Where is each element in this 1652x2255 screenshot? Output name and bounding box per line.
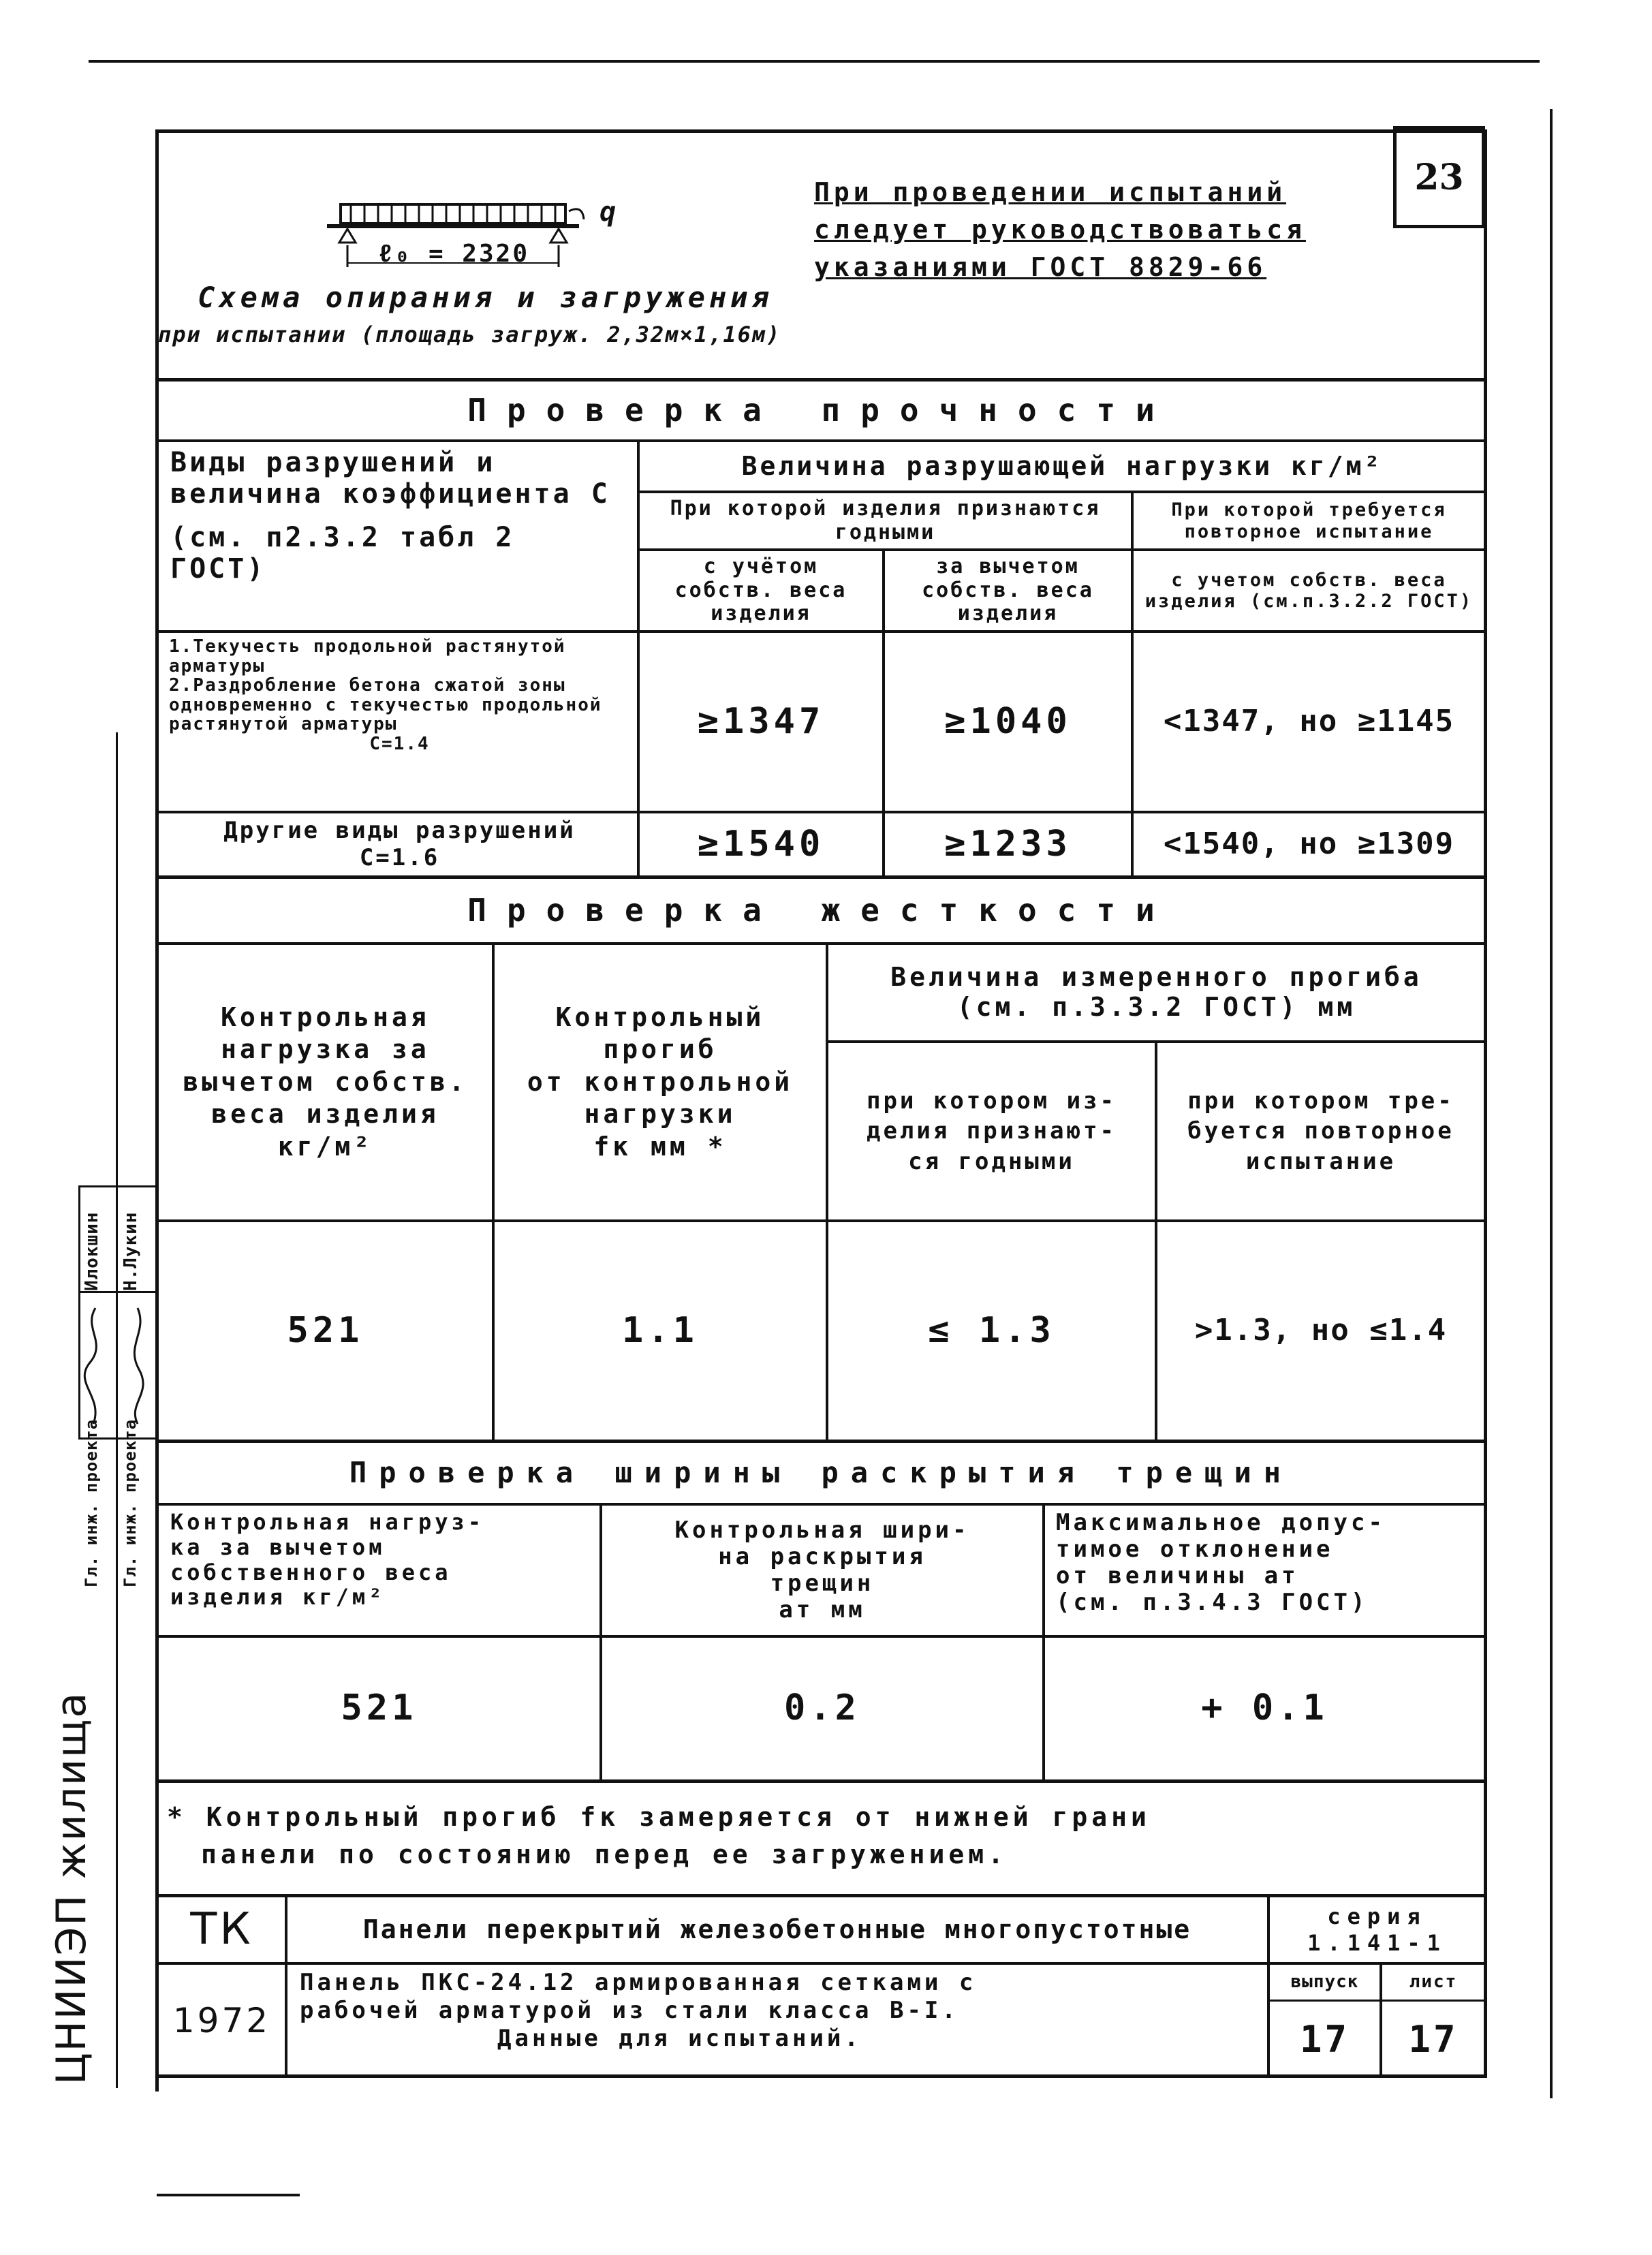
failure-header-line: Виды разрушений и bbox=[170, 447, 496, 478]
footnote-line: панели по состоянию перед ее загружением. bbox=[201, 1839, 1008, 1870]
description-line: Панель ПКС-24.12 армированная сетками с bbox=[300, 1969, 977, 1996]
crack-deviation-line: от величины aт bbox=[1056, 1562, 1299, 1590]
failure-header-line: величина коэффициента С bbox=[170, 478, 610, 510]
stiffness-accept-value: ≤ 1.3 bbox=[928, 1309, 1055, 1351]
title-block-description bbox=[293, 1965, 1267, 2078]
row-2-retest: <1540, но ≥1309 bbox=[1163, 826, 1455, 862]
failure-row-1-line: 1.Текучесть продольной растянутой арматуры bbox=[169, 636, 566, 676]
gost-note bbox=[814, 174, 1306, 286]
minus-weight-header: за вычетом собств. веса изделия bbox=[922, 555, 1094, 626]
diagram-caption-1: Схема опирания и загружения bbox=[198, 281, 773, 314]
failure-types-header bbox=[163, 443, 634, 628]
title-block-title: Панели перекрытий железобетонные многопустотные bbox=[362, 1914, 1192, 1944]
failure-row-2-line: Другие виды разрушений bbox=[223, 817, 576, 845]
title-block-code: ТК bbox=[190, 1903, 253, 1955]
row-1-minus-weight: ≥1040 bbox=[944, 700, 1072, 742]
gost-note-line-2: следует руководствоваться bbox=[814, 215, 1306, 245]
control-load-line: вычетом собств. bbox=[183, 1066, 468, 1097]
row-1-retest: <1347, но ≥1145 bbox=[1163, 704, 1455, 739]
crack-load-line: изделия кг/м² bbox=[170, 1584, 386, 1611]
retest-weight-header: с учетом собств. веса изделия (см.п.3.2.2 ГОСТ) bbox=[1144, 569, 1474, 612]
with-weight-header: с учётом собств. веса изделия bbox=[674, 555, 847, 626]
failure-header-line: (см. п2.3.2 табл 2 ГОСТ) bbox=[170, 522, 515, 585]
row-2-minus-weight: ≥1233 bbox=[944, 823, 1072, 865]
crack-title: Проверка ширины раскрытия трещин bbox=[349, 1455, 1294, 1489]
crack-load-line: ка за вычетом bbox=[170, 1534, 386, 1560]
sheet-label: лист bbox=[1409, 1971, 1458, 1992]
stiffness-retest-line: буется повторное bbox=[1187, 1117, 1454, 1145]
stiffness-retest-header bbox=[1157, 1043, 1484, 1219]
load-header: Величина разрушающей нагрузки кг/м² bbox=[741, 450, 1383, 481]
control-load-line: Контрольная bbox=[221, 1001, 430, 1032]
control-load-line: кг/м² bbox=[277, 1131, 373, 1162]
side-name-1: Илокшин bbox=[82, 1211, 102, 1291]
title-block-year: 1972 bbox=[172, 2001, 271, 2041]
sheet-value: 17 bbox=[1408, 2017, 1459, 2061]
series-label: серия bbox=[1327, 1903, 1427, 1930]
crack-deviation-header bbox=[1049, 1506, 1485, 1635]
series-block bbox=[1270, 1897, 1484, 1962]
description-line: Данные для испытаний. bbox=[497, 2024, 862, 2052]
stamp-border bbox=[78, 1185, 155, 1187]
frame-right-line bbox=[1550, 109, 1553, 2098]
issue-value: 17 bbox=[1299, 2017, 1350, 2061]
stiffness-accept-header bbox=[828, 1043, 1155, 1219]
control-load-header bbox=[159, 945, 492, 1219]
crack-width-line: aт мм bbox=[779, 1596, 866, 1624]
crack-deviation-line: тимое отклонение bbox=[1056, 1536, 1334, 1564]
control-load-line: веса изделия bbox=[211, 1099, 439, 1130]
issue-label: выпуск bbox=[1290, 1971, 1359, 1992]
control-deflection-line: прогиб bbox=[603, 1034, 717, 1065]
footnote-line: * Контрольный прогиб fк замеряется от нижней грани bbox=[167, 1802, 1151, 1832]
crack-load-line: Контрольная нагруз- bbox=[170, 1509, 485, 1535]
failure-row-1-line: С=1.4 bbox=[369, 733, 430, 754]
control-deflection-line: fк мм * bbox=[593, 1131, 727, 1162]
crack-width-value: 0.2 bbox=[784, 1688, 860, 1729]
failure-row-1-label bbox=[162, 633, 637, 811]
control-deflection-line: Контрольный bbox=[555, 1001, 765, 1032]
load-label: q bbox=[599, 196, 617, 228]
footnote bbox=[167, 1799, 1151, 1873]
crack-load-line: собственного веса bbox=[170, 1559, 452, 1585]
side-name-2: Н.Лукин bbox=[121, 1211, 141, 1291]
frame-top-line bbox=[89, 60, 1540, 63]
span-label: ℓ₀ = 2320 bbox=[378, 240, 529, 268]
bottom-line bbox=[157, 2194, 300, 2196]
crack-deviation-value: + 0.1 bbox=[1201, 1688, 1328, 1729]
stiffness-retest-line: испытание bbox=[1245, 1147, 1397, 1175]
gost-note-line-3: указаниями ГОСТ 8829-66 bbox=[814, 252, 1267, 283]
page-number: 23 bbox=[1393, 126, 1485, 228]
diagram-caption-2: при испытании (площадь загруж. 2,32м×1,16м) bbox=[158, 322, 781, 347]
stiffness-accept-line: при котором из- bbox=[866, 1087, 1117, 1115]
stiffness-title: Проверка жесткости bbox=[467, 892, 1175, 929]
control-deflection-line: от контрольной bbox=[527, 1066, 794, 1097]
hline bbox=[155, 1779, 1487, 1783]
row-1-with-weight: ≥1347 bbox=[697, 700, 825, 742]
retest-header: При которой требуется повторное испытание bbox=[1171, 499, 1447, 542]
gost-note-line-1: При проведении испытаний bbox=[814, 177, 1287, 207]
stiffness-accept-line: делия признают- bbox=[866, 1117, 1117, 1145]
measured-deflection-header bbox=[828, 945, 1484, 1040]
crack-width-line: трещин bbox=[770, 1570, 875, 1597]
stiffness-control-deflection: 1.1 bbox=[622, 1309, 698, 1351]
failure-row-2-line: С=1.6 bbox=[359, 843, 440, 871]
failure-row-1-line: 2.Раздробление бетона сжатой зоны одновременно с текучестью продольной растянутой арматуры bbox=[169, 675, 602, 735]
side-role-1: Гл. инж. проекта bbox=[82, 1418, 101, 1587]
stiffness-accept-line: ся годными bbox=[908, 1147, 1075, 1175]
description-line: рабочей арматурой из стали класса В-I. bbox=[300, 1996, 959, 2024]
signature-1 bbox=[76, 1301, 114, 1431]
measured-header-line: (см. п.3.3.2 ГОСТ) мм bbox=[956, 992, 1356, 1022]
stamp-border bbox=[78, 1291, 155, 1293]
crack-width-line: Контрольная шири- bbox=[674, 1516, 970, 1544]
stiffness-control-load: 521 bbox=[287, 1309, 364, 1351]
stiffness-retest-value: >1.3, но ≤1.4 bbox=[1194, 1313, 1448, 1348]
control-load-line: нагрузка за bbox=[221, 1034, 430, 1065]
series-value: 1.141-1 bbox=[1307, 1929, 1447, 1956]
stiffness-retest-line: при котором тре- bbox=[1187, 1087, 1454, 1115]
measured-header-line: Величина измеренного прогиба bbox=[890, 962, 1422, 993]
control-deflection-line: нагрузки bbox=[584, 1099, 736, 1130]
strength-title: Проверка прочности bbox=[467, 392, 1175, 429]
crack-width-header bbox=[602, 1506, 1042, 1635]
row-2-with-weight: ≥1540 bbox=[697, 823, 825, 865]
side-role-2: Гл. инж. проекта bbox=[121, 1418, 140, 1587]
side-org: ЦНИИЭП жилища bbox=[48, 1691, 95, 2085]
crack-control-load: 521 bbox=[341, 1688, 418, 1729]
control-deflection-header bbox=[495, 945, 826, 1219]
failure-row-2-label bbox=[162, 813, 637, 875]
crack-width-line: на раскрытия bbox=[718, 1542, 926, 1570]
accept-header: При которой изделия признаются годными bbox=[670, 497, 1101, 544]
crack-deviation-line: Максимальное допус- bbox=[1056, 1509, 1386, 1536]
signature-2 bbox=[117, 1301, 155, 1431]
crack-deviation-line: (см. п.3.4.3 ГОСТ) bbox=[1056, 1589, 1369, 1617]
crack-load-header bbox=[163, 1506, 599, 1635]
